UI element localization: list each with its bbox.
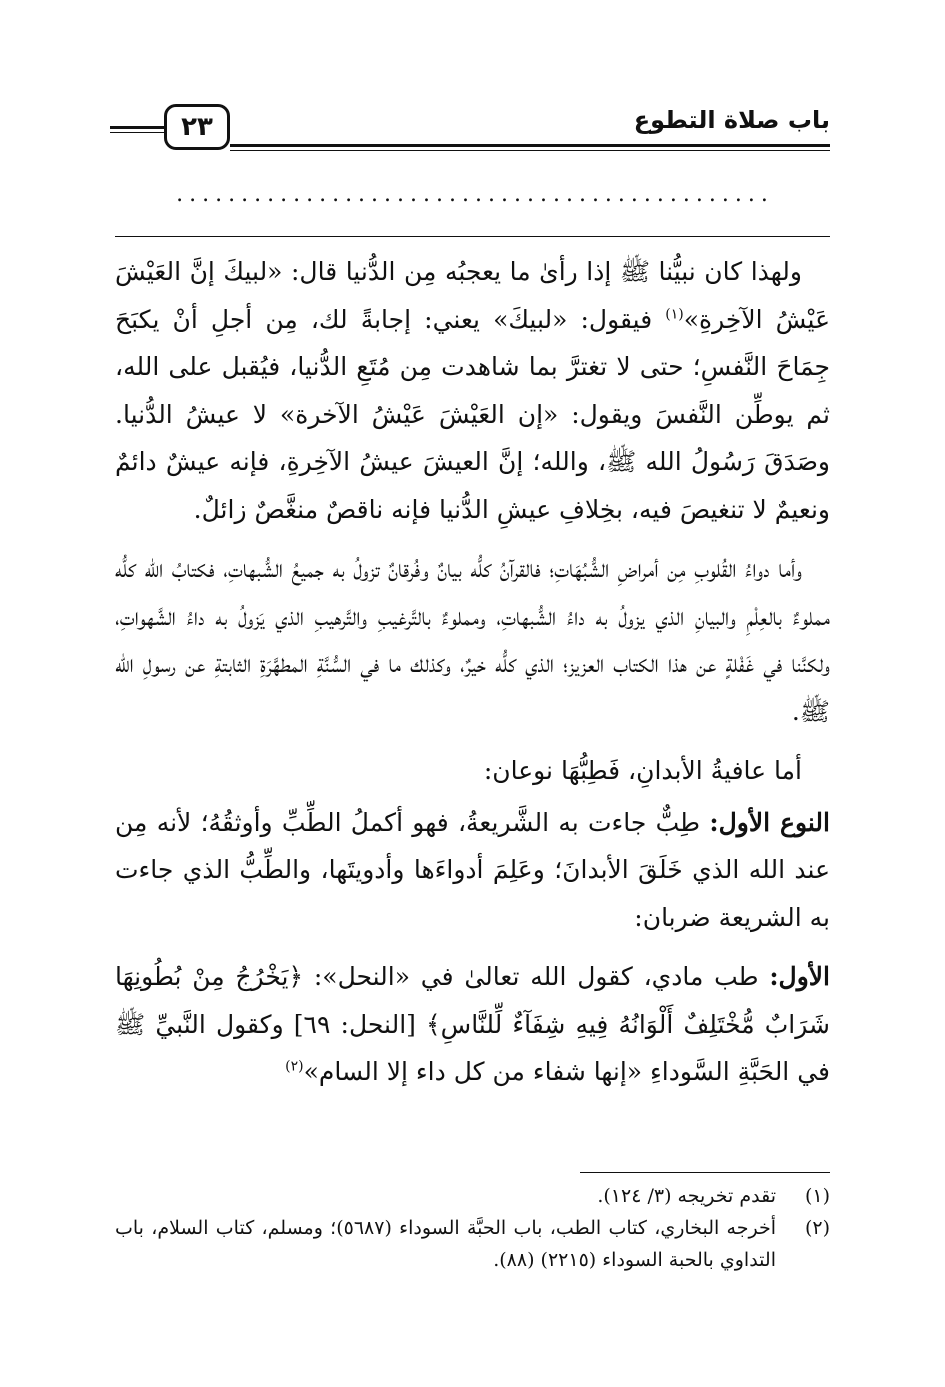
bold-heading: النوع الأول: [709,807,830,837]
paragraph: ولهذا كان نبيُّنا ﷺ إذا رأىٰ ما يعجبُه مِن الدُّنيا قال: «لبيكَ إنَّ العَيْشَ عَيْشُ الآخِرةِ»$^{(١)}$ فيقول: «لبيكَ» يعني: إجابةً لك، مِن أجلِ أنْ يكبَحَ جِمَاحَ النَّفسِ؛ حتى لا تغترَّ بما شاهدت مِن مُتَعِ الدُّنيا، فيُقبل على الله، ثم يوطِّن النَّفسَ ويقول: «إن العَيْشَ عَيْشُ الآخرة» لا عيشُ الدُّنيا. وصَدَقَ رَسُولُ الله ﷺ، والله؛ إنَّ العيشَ عيشُ الآخِرةِ، فإنه عيشٌ دائمٌ ونعيمٌ لا تنغيصَ فيه، بخِلافِ عيشِ الدُّنيا فإنه ناقصٌ منغَّصٌ زائلٌ. [115,257,830,524]
footnote-number: (٢) [804,1217,830,1239]
header-rule-short [110,126,164,129]
footnote-ref: (٢) [285,1058,304,1075]
body-top-rule [115,236,830,237]
header-rule-long [230,144,830,147]
footnotes [115,1180,830,1276]
paragraph: وأما دواءُ القُلوبِ مِن أمراضِ الشُّبُهَاتِ؛ فالقرآنُ كلُّه بيانٌ وفُرقانٌ تزولُ به جميعُ الشُّبهاتِ، فكتابُ الله كلُّه مملوءٌ بالعِلْمِ والبيانِ الذي يزولُ به داءُ الشُّبهاتِ، ومملوءٌ بالتَّرغيبِ والتَّرهيبِ الذي يَزولُ به داءُ الشَّهواتِ، ولكنَّنا في غَفْلةٍ عن هذا الكتاب العزيز؛ الذي كلُّه خيرٌ، وكذلك ما في السُّنَّةِ المطهَّرَةِ الثابتةِ عن رسولِ الله ﷺ. [115,554,830,726]
footnote [115,1212,830,1276]
header-rule-short-thin [110,132,164,133]
footnote-rule [580,1172,830,1173]
page-number: ٢٣ [164,104,230,150]
dotted-separator: .............................................. [176,182,774,207]
paragraph: الأول: طب مادي، كقول الله تعالىٰ في «النحل»: ﴿يَخْرُجُ مِنْ بُطُونِهَا شَرَابٌ مُّخْتَلِفٌ أَلْوَانُهُ فِيهِ شِفَآءٌ لِّلنَّاسِ﴾ [النحل: ٦٩] وكقول النَّبيِّ ﷺ في الحَبَّةِ السَّوداءِ «إنها شفاء من كل داء إلا السام»$^{(٢)}$ [115,962,830,1086]
header-rule-long-thin [230,150,830,151]
body-text [115,248,830,1108]
chapter-title: باب صلاة التطوع [633,106,830,134]
footnote [115,1180,830,1212]
footnote-text: تقدم تخريجه (٣/ ١٢٤). [597,1185,776,1207]
paragraph: أما عافيةُ الأبدانِ، فَطِبُّهَا نوعان: [483,756,802,785]
footnote-ref: (١) [665,306,684,323]
page-header [110,100,830,160]
bold-heading: الأول: [769,962,830,991]
paragraph: النوع الأول: طِبٌّ جاءت به الشَّريعةُ، فهو أكملُ الطِّبِّ وأوثقُهُ؛ لأنه مِن عند الله الذي خَلَقَ الأبدانَ؛ وعَلِمَ أدواءَها وأدويتَها، والطِّبُّ الذي جاءت به الشريعة ضربان: [115,807,830,932]
footnote-number: (١) [804,1185,830,1207]
footnote-text: أخرجه البخاري، كتاب الطب، باب الحبَّة السوداء (٥٦٨٧)؛ ومسلم، كتاب السلام، باب التداوي بالحبة السوداء (٢٢١٥) (٨٨). [115,1217,776,1271]
